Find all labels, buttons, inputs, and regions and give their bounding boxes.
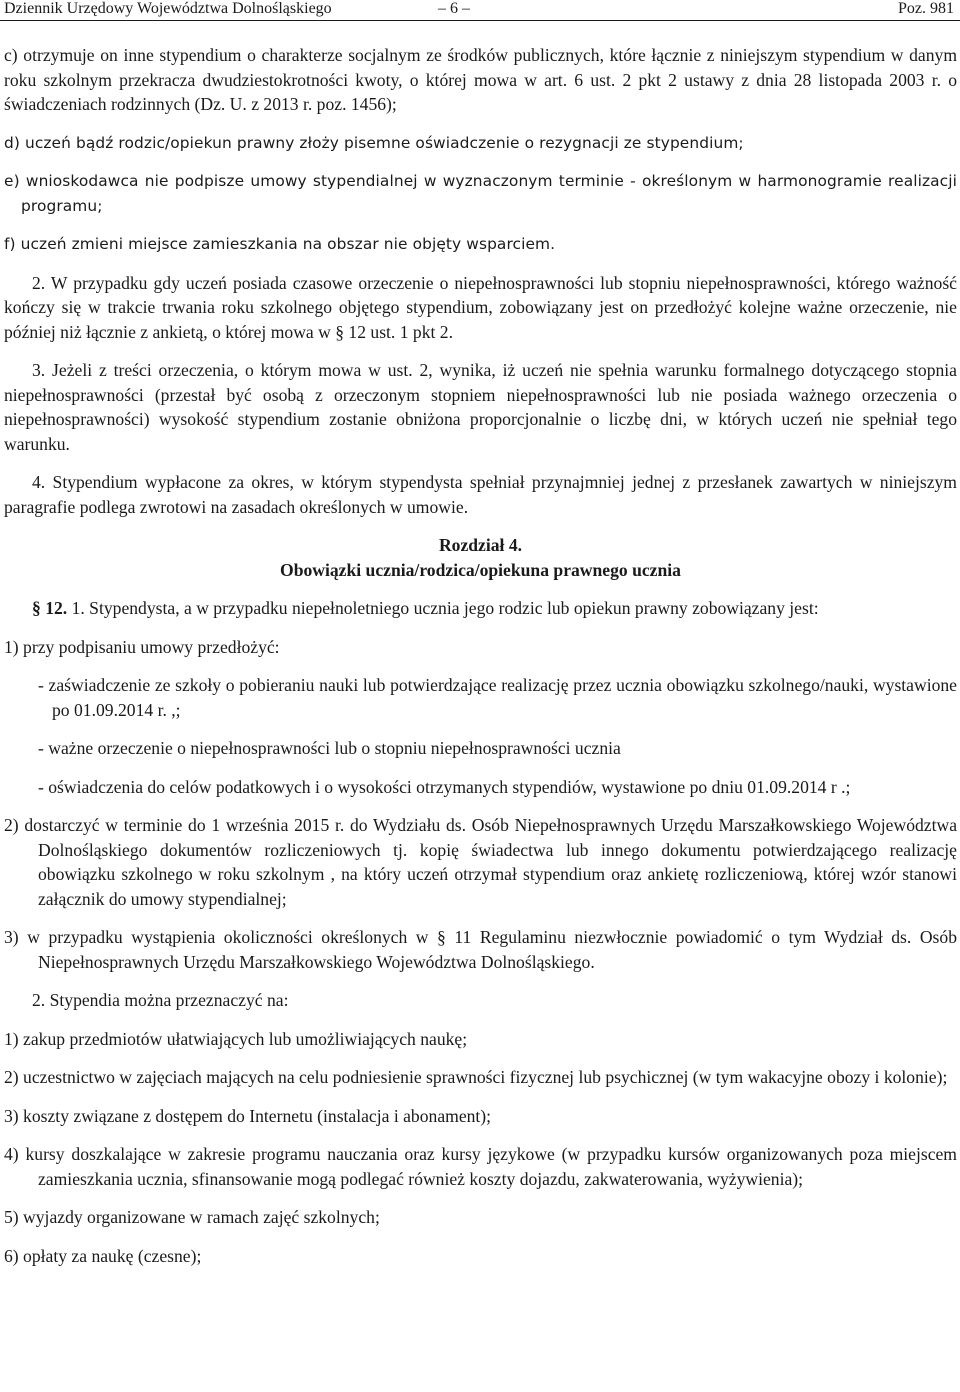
use-item-4: 4) kursy doszkalające w zakresie programu nauczania oraz kursy językowe (w przypadku kursów organizowanych poza miejscem zamieszkania ucznia, sfinansowanie mogą podlegać również koszty dojazdu, zakwaterowania, wyżywienia); — [4, 1144, 957, 1189]
dash-item-certificate: - zaświadczenie ze szkoły o pobieraniu nauki lub potwierdzające realizację przez ucznia obowiązku szkolnego/nauki, wystawione po 01.09.2014 r. ,; — [38, 675, 957, 720]
section-12-text: 1. Stypendysta, a w przypadku niepełnoletniego ucznia jego rodzic lub opiekun prawny zobowiązany jest: — [67, 598, 819, 618]
use-item-2: 2) uczestnictwo w zajęciach mających na celu podniesienie sprawności fizycznej lub psychicznej (w tym wakacyjne obozy i kolonie); — [4, 1067, 948, 1087]
duty-item-3: 3) w przypadku wystąpienia okoliczności określonych w § 11 Regulaminu niezwłocznie powiadomić o tym Wydział ds. Osób Niepełnosprawnych Urzędu Marszałkowskiego Województwa Dolnośląskiego. — [4, 927, 957, 972]
duty-item-1: 1) przy podpisaniu umowy przedłożyć: — [4, 636, 280, 657]
use-item-3: 3) koszty związane z dostępem do Internetu (instalacja i abonament); — [4, 1105, 492, 1126]
point-d: d) uczeń bądź rodzic/opiekun prawny złoży pisemne oświadczenie o rezygnacji ze stypendium; — [4, 133, 744, 152]
duty-item-2: 2) dostarczyć w terminie do 1 września 2015 r. do Wydziału ds. Osób Niepełnosprawnych Urzędu Marszałkowskiego Województwa Dolnośląskiego dokumentów rozliczeniowych tj. kopię świadectwa lub innego dokumentu potwierdzającego realizację obowiązku szkolnego w roku szkolnym , na który uczeń otrzymał stypendium oraz ankietę rozliczeniową, której wzór stanowi załącznik do umowy stypendialnej; — [4, 815, 957, 909]
required-documents-list — [4, 673, 957, 799]
journal-title: Dziennik Urzędowy Województwa Dolnośląskiego — [4, 0, 332, 17]
chapter-title: Obowiązki ucznia/rodzica/opiekuna prawnego ucznia — [280, 559, 681, 580]
page-number: – 6 – — [438, 0, 470, 17]
use-item-1: 1) zakup przedmiotów ułatwiających lub umożliwiających naukę; — [4, 1028, 468, 1049]
page-header — [0, 0, 960, 22]
paragraph-2: 2. W przypadku gdy uczeń posiada czasowe orzeczenie o niepełnosprawności lub stopniu niepełnosprawności, którego ważność kończy się w trakcie trwania roku szkolnego objętego stypendium, zobowiązany jest on przedłożyć kolejne ważne orzeczenie, nie później niż łącznie z ankietą, o której mowa w § 12 ust. 1 pkt 2. — [4, 272, 957, 342]
section-12-intro — [4, 596, 957, 621]
position-number: Poz. 981 — [898, 0, 954, 17]
dash-item-disability-ruling: - ważne orzeczenie o niepełnosprawności lub o stopniu niepełnosprawności ucznia — [38, 738, 621, 758]
dash-item-tax-statements: - oświadczenia do celów podatkowych i o wysokości otrzymanych stypendiów, wystawione po dniu 01.09.2014 r .; — [38, 776, 851, 797]
point-e: e) wnioskodawca nie podpisze umowy stypendialnej w wyznaczonym terminie - określonym w harmonogramie realizacji programu; — [4, 172, 957, 215]
use-item-5: 5) wyjazdy organizowane w ramach zajęć szkolnych; — [4, 1207, 380, 1227]
paragraph-3: 3. Jeżeli z treści orzeczenia, o którym mowa w ust. 2, wynika, iż uczeń nie spełnia warunku formalnego dotyczącego stopnia niepełnosprawności (przestał być osobą z orzeczonym stopniem niepełnosprawności lub nie posiada ważnego orzeczenia o niepełnosprawności) wysokość stypendium zostanie obniżona proporcjonalnie o liczbę dni, w których uczeń nie spełniał tego warunku. — [4, 360, 957, 454]
paragraph-4: 4. Stypendium wypłacone za okres, w którym stypendysta spełniał przynajmniej jednej z przesłanek zawartych w niniejszym paragrafie podlega zwrotowi na zasadach określonych w umowie. — [4, 472, 957, 517]
point-c: c) otrzymuje on inne stypendium o charakterze socjalnym ze środków publicznych, które łącznie z niniejszym stypendium w danym roku szkolnym przekracza dwudziestokrotności kwoty, o której mowa w art. 6 ust. 2 pkt 2 ustawy z dnia 28 listopada 2003 r. o świadczeniach rodzinnych (Dz. U. z 2013 r. poz. 1456); — [4, 45, 957, 114]
header-rule — [0, 20, 960, 21]
document-body — [4, 43, 957, 1268]
section-number: § 12. — [32, 598, 68, 618]
section-12-paragraph-2: 2. Stypendia można przeznaczyć na: — [32, 990, 289, 1010]
point-f: f) uczeń zmieni miejsce zamieszkania na obszar nie objęty wsparciem. — [4, 235, 556, 253]
chapter-number: Rozdział 4. — [438, 535, 523, 555]
use-item-6: 6) opłaty za naukę (czesne); — [4, 1245, 202, 1266]
